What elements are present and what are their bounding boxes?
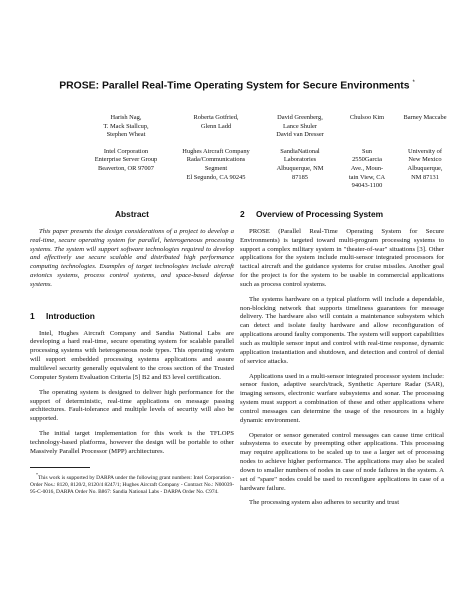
author-name: David Greenberg, — [277, 114, 323, 121]
author-name: David van Dresser — [276, 131, 324, 139]
affiliation-line: Enterprise Server Group — [94, 156, 158, 164]
section-1-heading — [30, 312, 234, 321]
affiliation-line: Ave., Moun- — [350, 164, 384, 172]
author-name: Lance Shuler — [283, 122, 317, 130]
author-name: Stephen Wheat — [106, 131, 146, 139]
affiliation-line: 87185 — [292, 173, 308, 181]
title-footnote-mark: * — [412, 80, 415, 86]
section-2-paragraph: The systems hardware on a typical platform will include a dependable, non-blocking network that supports timeliness guarantees for message delivery. The hardware also will contain a maintenance subsystem which can detect and isolate faulty hardware and allow reconfiguration of applications around faulty components. The system will support capabilities such as multiple sensor input and control with real-time response, dynamic application instantiation and shutdown, and detection and control of denial of service attacks. — [240, 295, 444, 365]
affiliation-line: SandiaNational — [280, 147, 320, 155]
left-column — [30, 210, 234, 496]
affiliation-line: Sun — [362, 147, 372, 155]
author-group-sun — [339, 114, 395, 191]
author-names — [83, 114, 169, 140]
author-name: Harish Nag, — [110, 114, 142, 121]
affiliation-line: Albuquerque, NM — [276, 164, 324, 172]
section-1-paragraph: Intel, Hughes Aircraft Company and Sandia National Labs are developing a hard real-time, secure operating system for scalable parallel processing systems with heterogeneous node types. This operating system will support embedded processing systems applications and assure multilevel security generally equivalent to the cross section of the Trusted Computer System Evaluation Criteria [5] B2 and B3 level certification. — [30, 329, 234, 381]
section-2-paragraph: The processing system also adheres to security and trust — [249, 499, 400, 507]
section-number: 1 — [30, 310, 35, 321]
affiliation-line: El Segundo, CA 90245 — [186, 173, 246, 181]
affiliation-line: Intel Corporation — [103, 147, 149, 155]
section-title: Overview of Processing System — [256, 209, 384, 219]
affiliation-line: 2550Garcia — [352, 156, 382, 164]
author-affiliation — [394, 148, 456, 182]
affiliation-line: Laboratories — [283, 156, 317, 164]
affiliation-line: Rada/Communications — [186, 156, 246, 164]
author-group-hughes — [172, 114, 260, 182]
footnote-divider — [30, 467, 90, 468]
section-2-paragraph: PROSE (Parallel Real-Time Operating System for Secure Environments) is targeted toward multi-program processing systems to support a complex military system in "theater-of-war" situations [3]. Other applications for the system include multi-sensor integrated processors for tactical aircraft and the guidance systems for cruise missiles. Another goal for the project is for the system to be usable in commercial applications such as process control systems. — [240, 227, 444, 288]
affiliation-line: New Mexico — [408, 156, 442, 164]
author-group-unm — [394, 114, 456, 182]
affiliation-line: Hughes Aircraft Company — [182, 147, 250, 155]
section-title: Introduction — [46, 310, 95, 321]
paper-title — [0, 80, 474, 91]
section-1-paragraph: The operating system is designed to deliver high performance for the support of deterministic, real-time applications on message passing architectures. Fault-tolerance and multiple levels of security will also be supported. — [30, 388, 234, 423]
section-2-paragraph: Applications used in a multi-sensor integrated processor system include: sensor fusion, adaptive search/track, Synthetic Aperture Radar (SAR), imaging sensors, electronic warfare subsystems and sonar. The processing system must support a combination of these and other applications where control messages can determine the usage of the resources in a highly dynamic environment. — [240, 372, 444, 424]
abstract-heading: Abstract — [115, 209, 149, 219]
footnote-text: This work is supported by DARPA under the following grant numbers: Intel Corporation - Order Nos.: 8120, 8120/2, 8120/4 8247/1; Hughes Aircraft Company - Contract No.: N00039-95-C-0016, DARPA Order No. B867: Sandia National Labs - DARPA Order No. C974. — [30, 474, 234, 495]
affiliation-line: tain View, CA — [348, 173, 386, 181]
author-name: T. Mack Stallcup, — [103, 122, 149, 130]
section-2-heading — [240, 210, 444, 219]
author-affiliation — [262, 148, 338, 182]
author-group-sandia — [262, 114, 338, 182]
author-group-intel — [83, 114, 169, 174]
affiliation-line: Segment — [204, 164, 228, 172]
author-affiliation — [339, 148, 395, 191]
author-name: Roberta Gotfried, — [193, 114, 239, 121]
author-affiliation — [83, 148, 169, 174]
author-block — [0, 114, 474, 196]
footnote — [30, 471, 234, 496]
right-column — [240, 210, 444, 514]
footnote-mark: * — [36, 471, 38, 477]
author-name: Barney Maccabe — [403, 114, 447, 121]
author-names — [339, 114, 395, 123]
affiliation-line: Beaverton, OR 97007 — [98, 164, 154, 172]
author-names — [262, 114, 338, 140]
section-number: 2 — [240, 209, 245, 219]
author-names — [394, 114, 456, 123]
author-names — [172, 114, 260, 131]
affiliation-line: 94043-1100 — [351, 182, 383, 190]
affiliation-line: NM 87131 — [411, 173, 439, 181]
author-name: Glenn Ladd — [200, 122, 232, 130]
author-affiliation — [172, 148, 260, 182]
section-1-paragraph: The initial target implementation for this work is the TFLOPS technology-based platforms, however the design will be portable to other Massively Parallel Processor (MPP) architectures. — [30, 430, 234, 455]
affiliation-line: University of — [408, 147, 442, 155]
section-2-paragraph: Operator or sensor generated control messages can cause time critical subsystems to execute by preempting other applications. This processing may require applications to be scaled up to use a larger set of processing nodes to achieve higher performance. The applications may also be scaled down to smaller numbers of nodes in case of node failures in the system. A set of "spare" nodes could be used to reconfigure applications in case of a hardware failure. — [240, 431, 444, 492]
paper-title-text: PROSE: Parallel Real-Time Operating System for Secure Environments — [59, 80, 410, 92]
abstract-text: This paper presents the design considerations of a project to develop a real-time, secure operating system for parallel, heterogeneous processing systems. The system will support software technologies required to develop and effectively use secure scalable and distributed high performance computing technologies. Examples of target technologies include aircraft avionics systems, process control systems, and space-based defense systems. — [30, 227, 234, 288]
affiliation-line: Albuquerque, — [407, 164, 443, 172]
author-name: Chulsoo Kim — [349, 114, 385, 121]
